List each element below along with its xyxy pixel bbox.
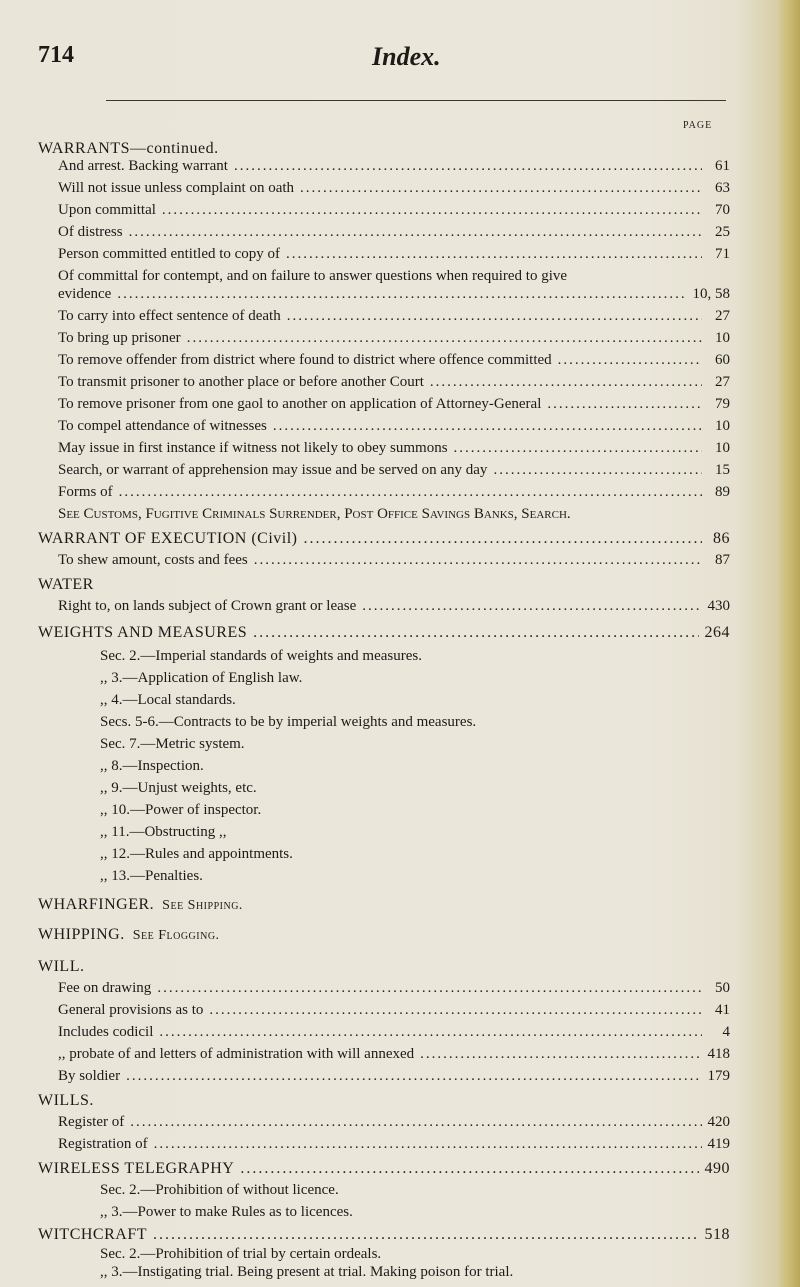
- will-entry-page: 50: [715, 980, 730, 996]
- warrants-entry-text: Of distress: [58, 224, 123, 240]
- weights-section-text: Secs. 5-6.—Contracts to be by imperial weights and measures.: [100, 714, 477, 730]
- warrants-entry: [58, 484, 730, 504]
- will-entry-leader: [159, 1024, 702, 1041]
- warrants-entry-leader: [300, 180, 702, 197]
- warrants-entry-leader: [287, 308, 702, 325]
- heading-weights-text: WEIGHTS AND MEASURES: [38, 624, 248, 641]
- heading-wireless-text: WIRELESS TELEGRAPHY: [38, 1160, 235, 1177]
- warrants-entry-text: To remove prisoner from one gaol to another on application of Attorney-General: [58, 396, 542, 412]
- warrant-execution-entry-text: To shew amount, costs and fees: [58, 552, 248, 568]
- heading-water-text: WATER: [38, 576, 94, 593]
- heading-will-text: WILL.: [38, 958, 85, 975]
- water-entry: [58, 598, 730, 618]
- heading-whipping-text: WHIPPING.: [38, 926, 125, 943]
- weights-section-text: Sec. 7.—Metric system.: [100, 736, 245, 752]
- warrants-entry: [58, 352, 730, 372]
- warrants-entry-page: 79: [715, 396, 730, 412]
- heading-witchcraft: [38, 1226, 730, 1246]
- will-entry-text: Fee on drawing: [58, 980, 152, 996]
- weights-section-text: ,, 9.—Unjust weights, etc.: [100, 780, 257, 796]
- warrants-entry-leader: [234, 158, 702, 175]
- witchcraft-section-text: ,, 3.—Instigating trial. Being present at trial. Making poison for trial.: [100, 1264, 514, 1280]
- heading-warrants-text: WARRANTS—continued.: [38, 140, 219, 157]
- warrants-entry-leader: [187, 330, 702, 347]
- heading-warrants: [38, 140, 730, 160]
- warrants-entry-page: 10: [715, 418, 730, 434]
- water-entry-text: Right to, on lands subject of Crown grant or lease: [58, 598, 357, 614]
- heading-wharfinger: [38, 896, 730, 916]
- will-entry-page: 179: [707, 1068, 730, 1084]
- weights-section-text: ,, 11.—Obstructing ,,: [100, 824, 227, 840]
- warrants-entry-page: 61: [715, 158, 730, 174]
- will-entry-leader: [420, 1046, 701, 1063]
- warrants-entry-text: To compel attendance of witnesses: [58, 418, 267, 434]
- page-column-label: PAGE: [683, 120, 713, 131]
- warrants-entry-page: 15: [715, 462, 730, 478]
- heading-warrant-execution-text: WARRANT OF EXECUTION (Civil): [38, 530, 298, 547]
- warrants-entry-page: 71: [715, 246, 730, 262]
- heading-weights: [38, 624, 730, 644]
- warrants-entry: [58, 202, 730, 222]
- wills-entry-text: Registration of: [58, 1136, 148, 1152]
- warrants-see-also-text: See Customs, Fugitive Criminals Surrender, Post Office Savings Banks, Search.: [58, 506, 571, 522]
- warrants-entry-text: Forms of: [58, 484, 113, 500]
- will-entry-leader: [209, 1002, 702, 1019]
- will-entry: [58, 980, 730, 1000]
- will-entry-leader: [157, 980, 702, 997]
- warrants-entry-text: May issue in first instance if witness not likely to obey summons: [58, 440, 448, 456]
- wireless-section: [100, 1204, 730, 1224]
- will-entry-text: By soldier: [58, 1068, 121, 1084]
- will-entry-text: General provisions as to: [58, 1002, 204, 1018]
- heading-witchcraft-text: WITCHCRAFT: [38, 1226, 147, 1243]
- weights-section: [100, 648, 730, 668]
- warrants-entry-text: To remove offender from district where found to district where offence committed: [58, 352, 552, 368]
- heading-witchcraft-page: 518: [704, 1226, 730, 1243]
- warrants-entry-page: 89: [715, 484, 730, 500]
- weights-section: [100, 692, 730, 712]
- warrants-entry-page: 27: [715, 308, 730, 324]
- water-entry-page: 430: [707, 598, 730, 614]
- warrants-entry: [58, 462, 730, 482]
- heading-will: [38, 958, 730, 978]
- heading-wireless-page: 490: [704, 1160, 730, 1177]
- heading-wireless-leader: [240, 1160, 698, 1178]
- weights-section-text: ,, 12.—Rules and appointments.: [100, 846, 293, 862]
- warrant-execution-entry-leader: [254, 552, 702, 569]
- warrants-entry: [58, 158, 730, 178]
- witchcraft-section: [100, 1246, 730, 1266]
- will-entry-text: Includes codicil: [58, 1024, 154, 1040]
- warrants-entry: [58, 308, 730, 328]
- warrants-entry-text: To bring up prisoner: [58, 330, 181, 346]
- wireless-section-text: ,, 3.—Power to make Rules as to licences.: [100, 1204, 353, 1220]
- warrants-entry-page: 63: [715, 180, 730, 196]
- warrants-entry-page: 10: [715, 440, 730, 456]
- heading-weights-leader: [253, 624, 698, 642]
- warrants-entry-text: evidence: [58, 286, 112, 302]
- heading-warrant-execution-leader: [303, 530, 702, 548]
- weights-section: [100, 714, 730, 734]
- heading-warrant-execution: [38, 530, 730, 550]
- warrants-entry: [58, 374, 730, 394]
- warrants-entry-leader: [454, 440, 702, 457]
- warrants-entry-page: 10: [715, 330, 730, 346]
- warrants-entry-leader: [430, 374, 702, 391]
- weights-section: [100, 670, 730, 690]
- will-entry-leader: [126, 1068, 701, 1085]
- heading-water: [38, 576, 730, 596]
- weights-section-text: ,, 8.—Inspection.: [100, 758, 204, 774]
- heading-warrant-execution-page: 86: [713, 530, 730, 547]
- heading-weights-page: 264: [704, 624, 730, 641]
- warrant-execution-entry: [58, 552, 730, 572]
- warrants-entry-text: Of committal for contempt, and on failure to answer questions when required to give: [58, 268, 568, 284]
- weights-section-text: ,, 3.—Application of English law.: [100, 670, 303, 686]
- heading-witchcraft-leader: [153, 1226, 699, 1244]
- warrants-entry-leader: [286, 246, 702, 263]
- warrants-entry: [58, 418, 730, 438]
- wills-entry-page: 420: [707, 1114, 730, 1130]
- will-entry: [58, 1046, 730, 1066]
- warrants-entry-leader: [117, 286, 686, 303]
- wills-entry: [58, 1114, 730, 1134]
- warrants-entry-page: 27: [715, 374, 730, 390]
- warrants-entry-leader: [558, 352, 702, 369]
- warrants-entry-leader: [493, 462, 702, 479]
- warrants-entry-leader: [273, 418, 702, 435]
- warrants-entry-text: To transmit prisoner to another place or before another Court: [58, 374, 424, 390]
- heading-wharfinger-see: See Shipping.: [162, 898, 243, 913]
- warrants-entry: [58, 180, 730, 200]
- warrants-entry: [58, 246, 730, 266]
- weights-section-text: Sec. 2.—Imperial standards of weights and measures.: [100, 648, 422, 664]
- heading-whipping-see: See Flogging.: [132, 928, 220, 943]
- page-title: Index.: [372, 42, 441, 71]
- witchcraft-section: [100, 1264, 730, 1284]
- weights-section-text: ,, 4.—Local standards.: [100, 692, 236, 708]
- weights-section: [100, 736, 730, 756]
- heading-wills: [38, 1092, 730, 1112]
- wireless-section: [100, 1182, 730, 1202]
- warrants-entry: [58, 396, 730, 416]
- will-entry: [58, 1002, 730, 1022]
- heading-wharfinger-text: WHARFINGER.: [38, 896, 155, 913]
- weights-section: [100, 780, 730, 800]
- warrants-entry-page: 10, 58: [692, 286, 730, 302]
- warrants-see-also: [58, 506, 730, 526]
- weights-section: [100, 868, 730, 888]
- wireless-section-text: Sec. 2.—Prohibition of without licence.: [100, 1182, 339, 1198]
- warrants-entry-leader: [129, 224, 702, 241]
- witchcraft-section-text: Sec. 2.—Prohibition of trial by certain ordeals.: [100, 1246, 382, 1262]
- wills-entry-text: Register of: [58, 1114, 125, 1130]
- will-entry-page: 41: [715, 1002, 730, 1018]
- warrants-entry: [58, 286, 730, 306]
- warrants-entry: [58, 330, 730, 350]
- warrants-entry-text: Will not issue unless complaint on oath: [58, 180, 295, 196]
- heading-wireless: [38, 1160, 730, 1180]
- weights-section-text: ,, 13.—Penalties.: [100, 868, 203, 884]
- wills-entry: [58, 1136, 730, 1156]
- warrants-entry-page: 25: [715, 224, 730, 240]
- wills-entry-leader: [130, 1114, 701, 1131]
- warrants-entry: [58, 440, 730, 460]
- warrant-execution-entry-page: 87: [715, 552, 730, 568]
- weights-section: [100, 758, 730, 778]
- weights-section: [100, 846, 730, 866]
- warrants-entry-text: To carry into effect sentence of death: [58, 308, 281, 324]
- warrants-entry-text: And arrest. Backing warrant: [58, 158, 228, 174]
- warrants-entry-leader: [162, 202, 702, 219]
- weights-section: [100, 802, 730, 822]
- warrants-entry-page: 60: [715, 352, 730, 368]
- will-entry-text: ,, probate of and letters of administration with will annexed: [58, 1046, 415, 1062]
- warrants-entry-page: 70: [715, 202, 730, 218]
- will-entry: [58, 1024, 730, 1044]
- heading-whipping: [38, 926, 730, 946]
- warrants-entry: [58, 224, 730, 244]
- page-number: 714: [38, 42, 74, 68]
- heading-wills-text: WILLS.: [38, 1092, 94, 1109]
- warrants-entry-text: Upon committal: [58, 202, 156, 218]
- weights-section: [100, 824, 730, 844]
- warrants-entry-leader: [547, 396, 702, 413]
- will-entry-page: 418: [707, 1046, 730, 1062]
- will-entry: [58, 1068, 730, 1088]
- wills-entry-page: 419: [707, 1136, 730, 1152]
- will-entry-page: 4: [722, 1024, 730, 1040]
- warrants-entry-text: Person committed entitled to copy of: [58, 246, 281, 262]
- water-entry-leader: [362, 598, 701, 615]
- warrants-entry: [58, 268, 712, 288]
- weights-section-text: ,, 10.—Power of inspector.: [100, 802, 262, 818]
- wills-entry-leader: [154, 1136, 702, 1153]
- warrants-entry-text: Search, or warrant of apprehension may issue and be served on any day: [58, 462, 488, 478]
- warrants-entry-leader: [119, 484, 702, 501]
